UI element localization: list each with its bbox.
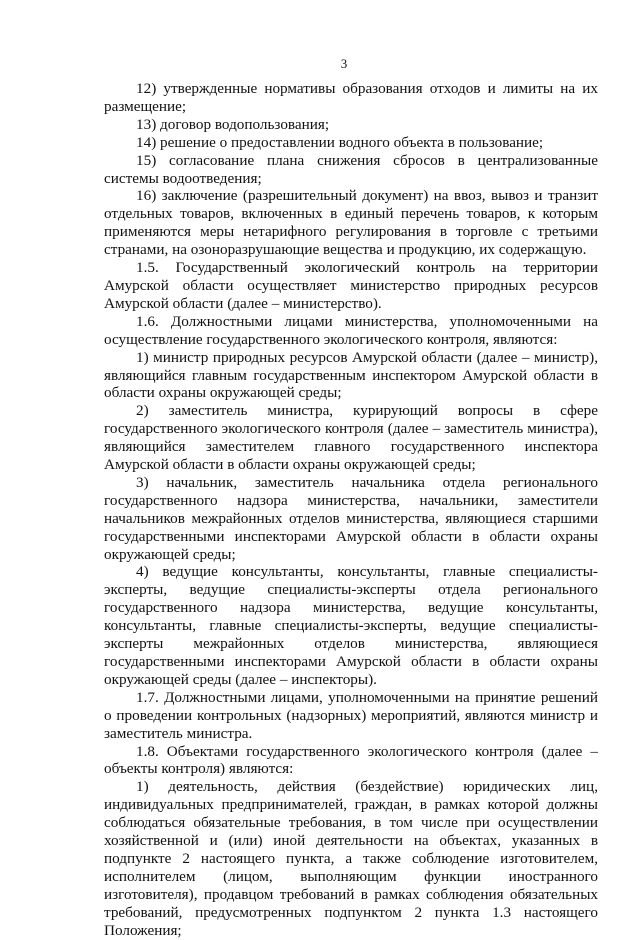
document-body	[104, 80, 598, 940]
paragraph-objects-1: 1) деятельность, действия (бездействие) юридических лиц, индивидуальных предпринимателей, граждан, в рамках которой должны соблюдаться обязательные требования, в том числе при осуществлении хозяйственной и (или) иной деятельности на объектах, указанных в подпункте 2 настоящего пункта, а также соблюдение изготовителем, исполнителем (лицом, выполняющим функции иностранного изготовителя), продавцом требований в рамках соблюдения обязательных требований, предусмотренных подпунктом 2 пункта 1.3 настоящего Положения;	[104, 778, 598, 939]
paragraph-item-15: 15) согласование плана снижения сбросов в централизованные системы водоотведения;	[104, 151, 598, 187]
paragraph-item-14: 14) решение о предоставлении водного объекта в пользование;	[136, 133, 544, 151]
paragraph-section-1-7: 1.7. Должностными лицами, уполномоченными на принятие решений о проведении контрольных (надзорных) мероприятий, являются министр и заместитель министра.	[104, 688, 598, 742]
paragraph-officials-2: 2) заместитель министра, курирующий вопросы в сфере государственного экологического контроля (далее – заместитель министра), являющийся заместителем главного государственного инспектора Амурской области в области охраны окружающей среды;	[104, 402, 598, 474]
paragraph-section-1-5: 1.5. Государственный экологический контроль на территории Амурской области осуществляет министерство природных ресурсов Амурской области (далее – министерство).	[104, 259, 598, 312]
page-number: 3	[340, 56, 348, 71]
paragraph-officials-4: 4) ведущие консультанты, консультанты, главные специалисты-эксперты, ведущие специалисты-эксперты отдела регионального государственного надзора министерства, ведущие консультанты, консультанты, главные специалисты-эксперты, ведущие специалисты-эксперты межрайонных отделов министерства, являющиеся государственными инспекторами Амурской области в области охраны окружающей среды (далее – инспекторы).	[104, 563, 598, 688]
paragraph-item-13: 13) договор водопользования;	[136, 115, 330, 133]
paragraph-officials-1: 1) министр природных ресурсов Амурской области (далее – министр), являющийся главным государственным инспектором Амурской области в области охраны окружающей среды;	[104, 348, 598, 402]
paragraph-section-1-6: 1.6. Должностными лицами министерства, уполномоченными на осуществление государственного экологического контроля, являются:	[104, 312, 598, 348]
paragraph-item-16: 16) заключение (разрешительный документ) на ввоз, вывоз и транзит отдельных товаров, включенных в единый перечень товаров, к которым применяются меры нетарифного регулирования в торговле с третьими странами, на озоноразрушающие вещества и продукцию, их содержащую.	[104, 187, 598, 259]
paragraph-officials-3: 3) начальник, заместитель начальника отдела регионального государственного надзора министерства, начальники, заместители начальников межрайонных отделов министерства, являющиеся старшими государственными инспекторами Амурской области в области охраны окружающей среды;	[104, 473, 598, 563]
paragraph-section-1-8: 1.8. Объектами государственного экологического контроля (далее – объекты контроля) являются:	[104, 742, 598, 778]
paragraph-item-12: 12) утвержденные нормативы образования отходов и лимиты на их размещение;	[104, 80, 598, 115]
